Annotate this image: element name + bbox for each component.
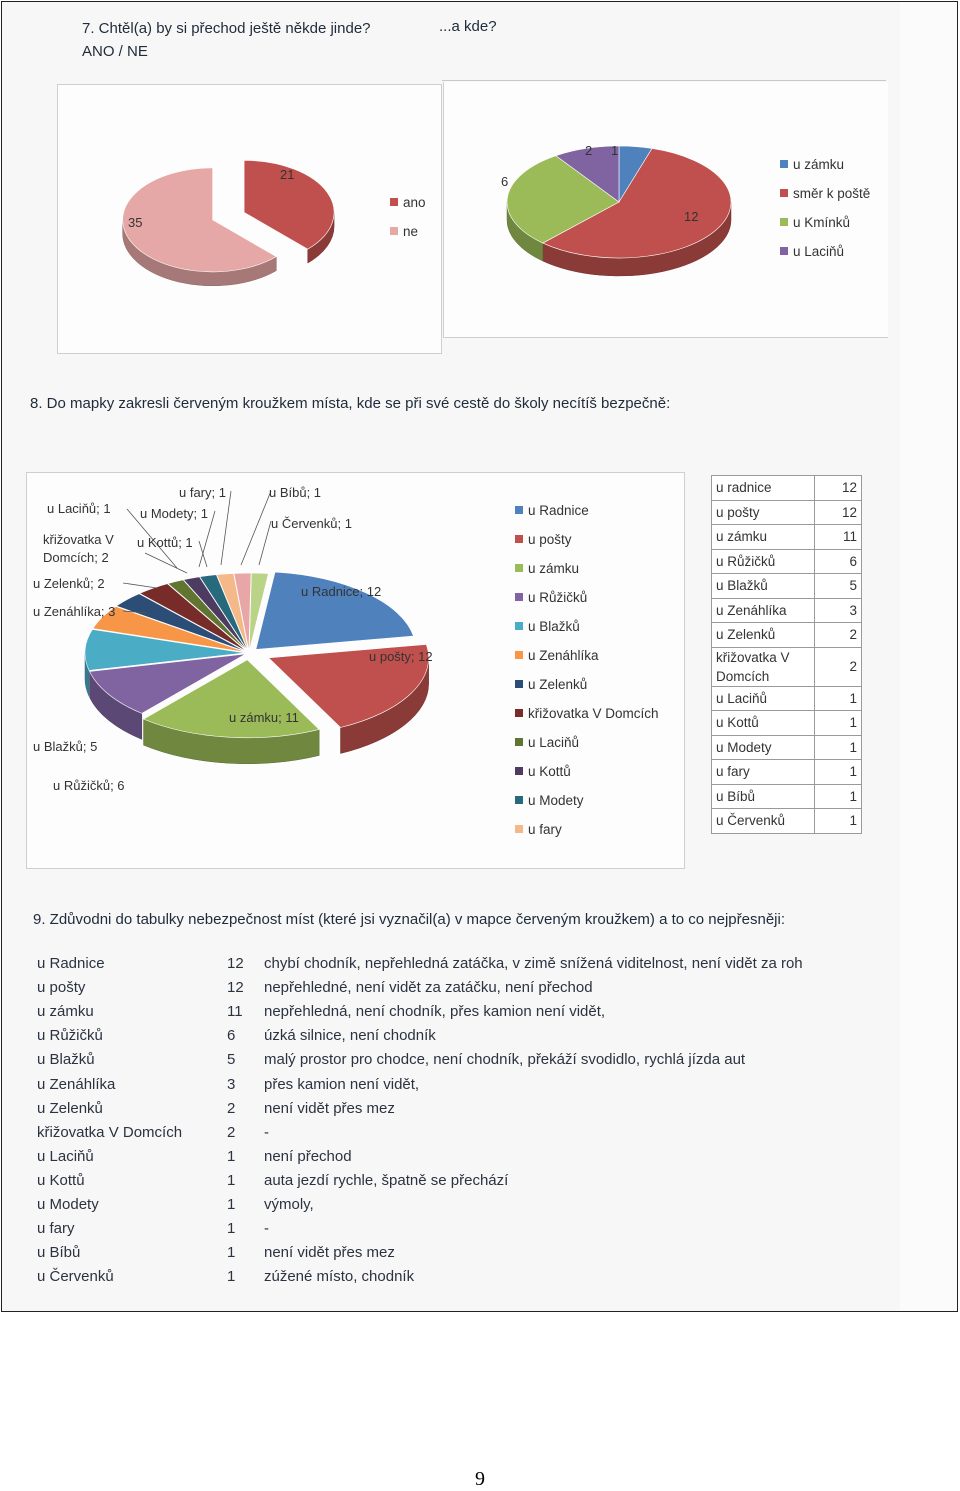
- question-7-title: 7. Chtěl(a) by si přechod ještě někde jinde?: [82, 20, 371, 37]
- legend-label: u Kottů: [528, 764, 571, 779]
- data-label-zelenku: u Zelenků; 2: [33, 576, 105, 591]
- reason-count: 2: [227, 1123, 236, 1141]
- legend-item: [515, 619, 580, 634]
- reason-place: u Laciňů: [37, 1147, 94, 1165]
- reason-place: křižovatka V Domcích: [37, 1123, 183, 1141]
- chart-kde-svg: [444, 82, 888, 337]
- summary-place: u radnice: [712, 476, 815, 501]
- legend-item: [515, 590, 587, 605]
- summary-table-row: [712, 784, 862, 809]
- chart-ano-ne: [57, 84, 442, 354]
- data-label-zenahlika: u Zenáhlíka; 3: [33, 604, 116, 619]
- summary-place: u Kottů: [712, 711, 815, 736]
- legend-label: ne: [403, 224, 419, 239]
- pie-kde-value-label: 6: [501, 174, 509, 189]
- reason-count: 2: [227, 1099, 236, 1117]
- legend-swatch: [515, 767, 523, 775]
- summary-count: 6: [815, 549, 862, 574]
- reason-text: není přechod: [264, 1147, 352, 1165]
- legend-label: u Modety: [528, 793, 584, 808]
- legend-label: u Zenáhlíka: [528, 648, 599, 663]
- legend-swatch: [390, 227, 398, 235]
- legend-label: u zámku: [528, 561, 580, 576]
- summary-place: u zámku: [712, 525, 815, 550]
- legend-swatch: [780, 247, 788, 255]
- legend-item: [515, 677, 587, 692]
- question-7-options: ANO / NE: [82, 43, 148, 60]
- summary-place: u Modety: [712, 735, 815, 760]
- data-label-krizovatka: křižovatka V Domcích; 2: [43, 532, 114, 565]
- summary-count: 12: [815, 500, 862, 525]
- legend-swatch: [780, 160, 788, 168]
- summary-place: u fary: [712, 760, 815, 785]
- reason-text: přes kamion není vidět,: [264, 1075, 420, 1093]
- legend-item: [515, 561, 579, 576]
- summary-table-row: [712, 598, 862, 623]
- data-label-fary: u fary; 1: [179, 485, 226, 500]
- legend-swatch: [515, 680, 523, 688]
- summary-table-row: [712, 711, 862, 736]
- summary-count: 2: [815, 623, 862, 648]
- reason-text: chybí chodník, nepřehledná zatáčka, v zimě snížená viditelnost, není vidět za roh: [264, 955, 803, 972]
- legend-swatch: [780, 218, 788, 226]
- legend-label: u Radnice: [528, 503, 589, 518]
- legend-label: křižovatka V Domcích: [528, 706, 659, 721]
- legend-label: směr k poště: [793, 186, 871, 201]
- reason-place: u Blažků: [37, 1051, 95, 1069]
- reason-place: u Růžičků: [37, 1027, 103, 1045]
- legend-label: u Laciňů: [528, 735, 580, 750]
- reason-count: 1: [227, 1220, 236, 1238]
- pie-kde-value-label: 2: [585, 143, 593, 158]
- legend-swatch: [515, 535, 523, 543]
- leader-line: [241, 491, 271, 565]
- data-label-cervenku: u Červenků; 1: [271, 516, 352, 531]
- summary-place: u Blažků: [712, 574, 815, 599]
- legend-label: ano: [403, 195, 426, 210]
- pie-kde-value-label: 1: [611, 143, 619, 158]
- chart-mista: [26, 472, 685, 869]
- legend-item: [515, 735, 579, 750]
- data-label-ruzicku: u Růžičků; 6: [53, 778, 125, 793]
- reason-count: 1: [227, 1268, 236, 1286]
- reason-text: nepřehledná, není chodník, přes kamion není vidět,: [264, 1003, 606, 1021]
- legend-label: u fary: [528, 822, 562, 837]
- summary-count: 2: [815, 647, 862, 686]
- legend-item: [515, 532, 572, 547]
- legend-item-kminku: [780, 215, 850, 230]
- reason-place: u Radnice: [37, 955, 105, 972]
- page-number: 9: [475, 1468, 485, 1490]
- chart-ano-ne-svg: [58, 85, 441, 353]
- summary-table-row: [712, 623, 862, 648]
- legend-swatch: [515, 593, 523, 601]
- legend-item: [515, 764, 571, 779]
- summary-table-row: [712, 735, 862, 760]
- reason-place: u Zelenků: [37, 1099, 103, 1117]
- legend-label: u Zelenků: [528, 677, 588, 692]
- legend-swatch: [515, 738, 523, 746]
- scanned-sheet: [2, 2, 900, 1311]
- reason-text: -: [264, 1123, 269, 1141]
- reason-text: výmoly,: [264, 1196, 314, 1213]
- legend-item-posta: [780, 186, 870, 201]
- summary-table-row: [712, 809, 862, 834]
- summary-count: 11: [815, 525, 862, 550]
- legend-swatch: [780, 189, 788, 197]
- reason-text: úzká silnice, není chodník: [264, 1027, 436, 1045]
- legend-item: [515, 822, 562, 837]
- summary-place: u Růžičků: [712, 549, 815, 574]
- summary-count: 1: [815, 735, 862, 760]
- summary-table-row: [712, 549, 862, 574]
- leader-line: [259, 521, 271, 565]
- summary-place: u Zelenků: [712, 623, 815, 648]
- reason-text: zúžené místo, chodník: [264, 1268, 415, 1286]
- question-8-title: 8. Do mapky zakresli červeným kroužkem místa, kde se při své cestě do školy necítíš bezpečně:: [30, 395, 671, 412]
- reason-place: u Bíbů: [37, 1244, 81, 1262]
- reason-count: 1: [227, 1244, 236, 1262]
- summary-table-row: [712, 760, 862, 785]
- reason-count: 12: [227, 979, 244, 997]
- reason-place: u zámku: [37, 1003, 94, 1021]
- legend-item: [515, 503, 589, 518]
- reason-place: u Zenáhlíka: [37, 1075, 116, 1093]
- legend-label: u Blažků: [528, 619, 580, 634]
- summary-place: u Laciňů: [712, 686, 815, 711]
- reason-text: auta jezdí rychle, špatně se přechází: [264, 1171, 509, 1189]
- summary-count: 3: [815, 598, 862, 623]
- legend-label: u Kmínků: [793, 215, 851, 230]
- data-label-zamku: u zámku; 11: [229, 710, 299, 725]
- pie-ano-ne-value-label: 21: [280, 167, 295, 182]
- reason-place: u Červenků: [37, 1268, 114, 1286]
- chart-kde: [443, 82, 888, 338]
- summary-table-row: [712, 476, 862, 501]
- summary-count: 1: [815, 686, 862, 711]
- reason-count: 1: [227, 1171, 236, 1189]
- legend-item-ne: [390, 224, 418, 239]
- question-9-title: 9. Zdůvodni do tabulky nebezpečnost míst (které jsi vyznačil(a) v mapce červeným kroužkem) a to co nejpřesněji:: [33, 911, 785, 928]
- reason-count: 11: [227, 1003, 243, 1021]
- leader-line: [123, 583, 157, 588]
- summary-count: 1: [815, 784, 862, 809]
- data-label-radnice: u Radnice; 12: [301, 584, 382, 599]
- question-7-followup: ...a kde?: [439, 18, 497, 35]
- reason-count: 6: [227, 1027, 236, 1045]
- legend-item-zamku: [780, 157, 844, 172]
- summary-place: křižovatka V Domcích: [712, 647, 815, 686]
- summary-place: u Zenáhlíka: [712, 598, 815, 623]
- reason-place: u Kottů: [37, 1171, 85, 1189]
- summary-count: 5: [815, 574, 862, 599]
- scanned-page-frame: [1, 1, 958, 1312]
- reason-place: u pošty: [37, 979, 86, 997]
- reason-count: 12: [227, 955, 244, 972]
- reason-place: u fary: [37, 1220, 75, 1238]
- leader-line: [221, 491, 231, 565]
- legend-label: u zámku: [793, 157, 845, 172]
- legend-label: u Růžičků: [528, 590, 588, 605]
- reason-count: 5: [227, 1051, 236, 1069]
- summary-place: u Červenků: [712, 809, 815, 834]
- legend-swatch: [515, 796, 523, 804]
- legend-item: [515, 793, 584, 808]
- summary-count: 1: [815, 809, 862, 834]
- reason-text: nepřehledné, není vidět za zatáčku, není přechod: [264, 979, 593, 997]
- summary-table: [711, 475, 862, 834]
- divider-line: [442, 80, 886, 81]
- reason-count: 1: [227, 1196, 236, 1213]
- summary-count: 12: [815, 476, 862, 501]
- data-label-laciny: u Laciňů; 1: [47, 501, 111, 516]
- data-label-modety: u Modety; 1: [140, 506, 208, 521]
- legend-swatch: [515, 709, 523, 717]
- summary-count: 1: [815, 711, 862, 736]
- summary-table-row: [712, 525, 862, 550]
- legend-swatch: [515, 564, 523, 572]
- data-label-posty: u pošty; 12: [369, 649, 433, 664]
- summary-table-row: [712, 500, 862, 525]
- summary-place: u Bíbů: [712, 784, 815, 809]
- summary-table-row: [712, 574, 862, 599]
- legend-label: u pošty: [528, 532, 572, 547]
- summary-table-row: [712, 686, 862, 711]
- legend-item-laciny: [780, 244, 844, 259]
- reason-text: -: [264, 1220, 269, 1238]
- legend-swatch: [515, 622, 523, 630]
- legend-swatch: [515, 506, 523, 514]
- reason-count: 3: [227, 1075, 236, 1093]
- data-label-bibu: u Bíbů; 1: [269, 485, 322, 500]
- legend-label: u Laciňů: [793, 244, 845, 259]
- reason-count: 1: [227, 1147, 236, 1165]
- reason-place: u Modety: [37, 1196, 99, 1213]
- pie-ano-ne-value-label: 35: [128, 215, 143, 230]
- summary-count: 1: [815, 760, 862, 785]
- summary-place: u pošty: [712, 500, 815, 525]
- pie-kde-value-label: 12: [684, 209, 699, 224]
- legend-item: [515, 648, 599, 663]
- data-label-kottu: u Kottů; 1: [137, 535, 193, 550]
- reason-text: není vidět přes mez: [264, 1099, 395, 1117]
- summary-table-row: [712, 647, 862, 686]
- data-label-blazku: u Blažků; 5: [33, 739, 98, 754]
- reason-text: malý prostor pro chodce, není chodník, překáží svodidlo, rychlá jízda aut: [264, 1051, 746, 1069]
- reason-text: není vidět přes mez: [264, 1244, 395, 1262]
- legend-item-ano: [390, 195, 426, 210]
- legend-item: [515, 706, 659, 721]
- legend-swatch: [515, 651, 523, 659]
- legend-swatch: [390, 198, 398, 206]
- legend-swatch: [515, 825, 523, 833]
